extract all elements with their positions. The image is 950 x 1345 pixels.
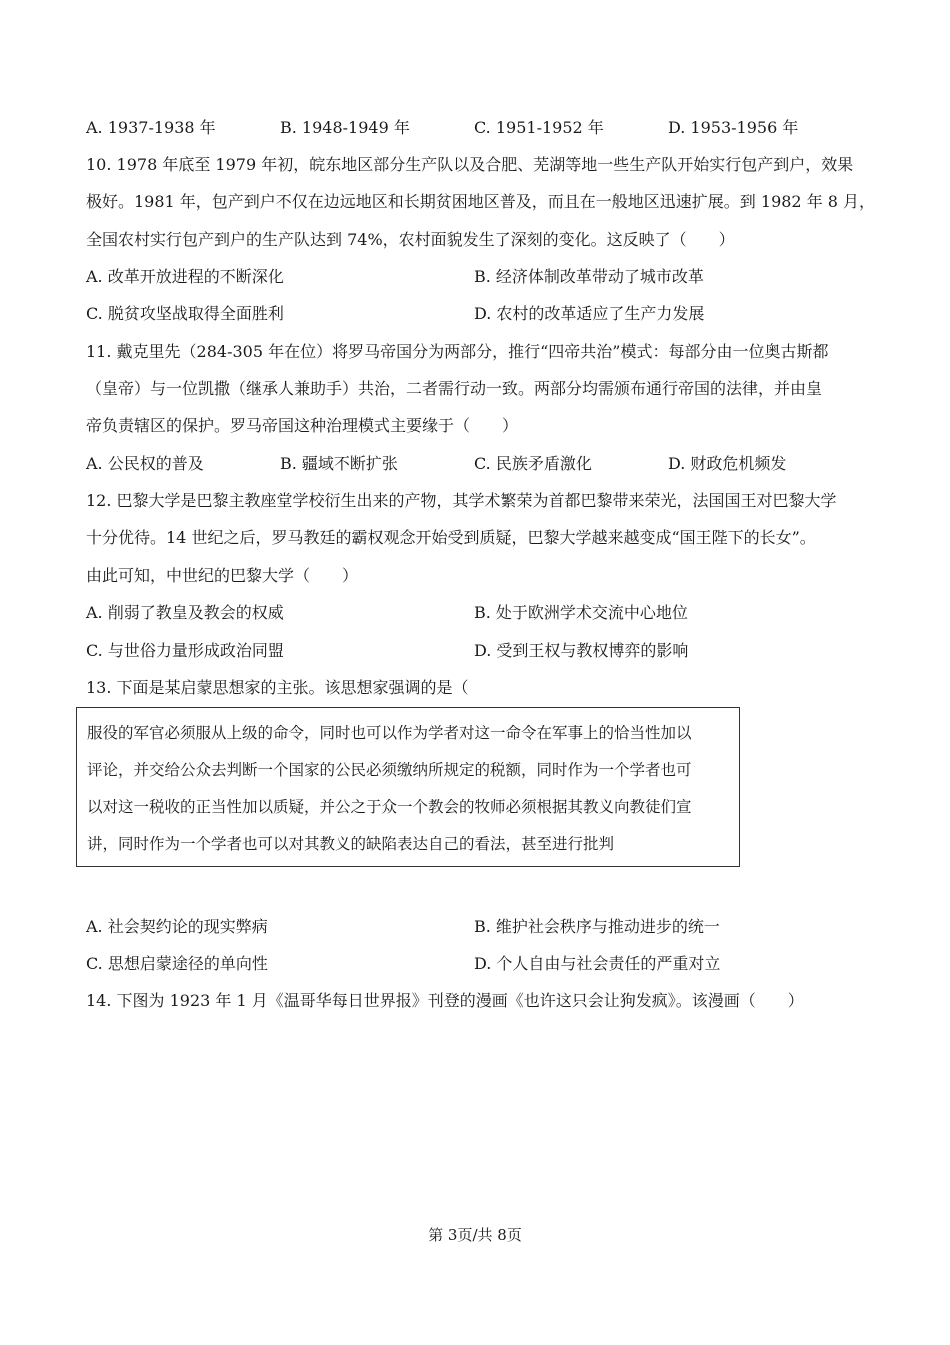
- q11-stem-line-1: 11. 戴克里先（284-305 年在位）将罗马帝国分为两部分，推行“四帝共治”模式：每部分由一位奥古斯都: [86, 342, 829, 361]
- q12-option-d[interactable]: D. 受到王权与教权博弈的影响: [474, 641, 689, 660]
- q13-quote-line-1: 服役的军官必须服从上级的命令，同时也可以作为学者对这一命令在军事上的恰当性加以: [87, 724, 692, 742]
- q13-quote-box: [76, 707, 740, 867]
- q13-option-c[interactable]: C. 思想启蒙途径的单向性: [86, 954, 268, 973]
- q10-option-d[interactable]: D. 农村的改革适应了生产力发展: [474, 304, 705, 323]
- q13-quote-line-4: 讲，同时作为一个学者也可以对其教义的缺陷表达自己的看法，甚至进行批判: [87, 835, 615, 853]
- page-number: 第 3页/共 8页: [428, 1226, 522, 1244]
- q13-quote-line-2: 评论，并交给公众去判断一个国家的公民必须缴纳所规定的税额，同时作为一个学者也可: [87, 761, 692, 779]
- q9-option-d[interactable]: D. 1953-1956 年: [668, 118, 799, 137]
- q13-stem: 13. 下面是某启蒙思想家的主张。该思想家强调的是（: [86, 678, 469, 697]
- q10-stem-line-1: 10. 1978 年底至 1979 年初，皖东地区部分生产队以及合肥、芜湖等地一些生产队开始实行包产到户，效果: [86, 155, 854, 174]
- q14-stem: 14. 下图为 1923 年 1 月《温哥华每日世界报》刊登的漫画《也许这只会让狗发疯》。该漫画（ ）: [86, 991, 804, 1010]
- q12-option-c[interactable]: C. 与世俗力量形成政治同盟: [86, 641, 284, 660]
- q11-option-a[interactable]: A. 公民权的普及: [86, 454, 204, 473]
- q12-option-b[interactable]: B. 处于欧洲学术交流中心地位: [474, 603, 688, 622]
- q13-option-a[interactable]: A. 社会契约论的现实弊病: [86, 917, 268, 936]
- q9-option-a[interactable]: A. 1937-1938 年: [86, 118, 216, 137]
- q11-stem-line-3: 帝负责辖区的保护。罗马帝国这种治理模式主要缘于（ ）: [86, 416, 519, 435]
- q13-option-b[interactable]: B. 维护社会秩序与推动进步的统一: [474, 917, 720, 936]
- q11-stem-line-2: （皇帝）与一位凯撒（继承人兼助手）共治，二者需行动一致。两部分均需颁布通行帝国的法律，并由皇: [86, 379, 823, 398]
- q11-option-c[interactable]: C. 民族矛盾激化: [474, 454, 592, 473]
- q10-option-c[interactable]: C. 脱贫攻坚战取得全面胜利: [86, 304, 284, 323]
- q12-option-a[interactable]: A. 削弱了教皇及教会的权威: [86, 603, 284, 622]
- q11-option-d[interactable]: D. 财政危机频发: [668, 454, 787, 473]
- q12-stem-line-2: 十分优待。14 世纪之后，罗马教廷的霸权观念开始受到质疑，巴黎大学越来越变成“国王陛下的长女”。: [86, 528, 816, 547]
- q12-stem-line-1: 12. 巴黎大学是巴黎主教座堂学校衍生出来的产物，其学术繁荣为首都巴黎带来荣光，法国国王对巴黎大学: [86, 491, 837, 510]
- q10-option-a[interactable]: A. 改革开放进程的不断深化: [86, 267, 284, 286]
- q9-option-c[interactable]: C. 1951-1952 年: [474, 118, 604, 137]
- q13-quote-line-3: 以对这一税收的正当性加以质疑，并公之于众一个教会的牧师必须根据其教义向教徒们宣: [87, 798, 692, 816]
- q10-stem-line-3: 全国农村实行包产到户的生产队达到 74%，农村面貌发生了深刻的变化。这反映了（ ）: [86, 230, 735, 249]
- q9-option-b[interactable]: B. 1948-1949 年: [280, 118, 410, 137]
- q10-option-b[interactable]: B. 经济体制改革带动了城市改革: [474, 267, 704, 286]
- q13-option-d[interactable]: D. 个人自由与社会责任的严重对立: [474, 954, 721, 973]
- q10-stem-line-2: 极好。1981 年，包产到户不仅在边远地区和长期贫困地区普及，而且在一般地区迅速扩展。到 1982 年 8 月，: [86, 192, 876, 211]
- q12-stem-line-3: 由此可知，中世纪的巴黎大学（ ）: [86, 566, 359, 585]
- q11-option-b[interactable]: B. 疆域不断扩张: [280, 454, 398, 473]
